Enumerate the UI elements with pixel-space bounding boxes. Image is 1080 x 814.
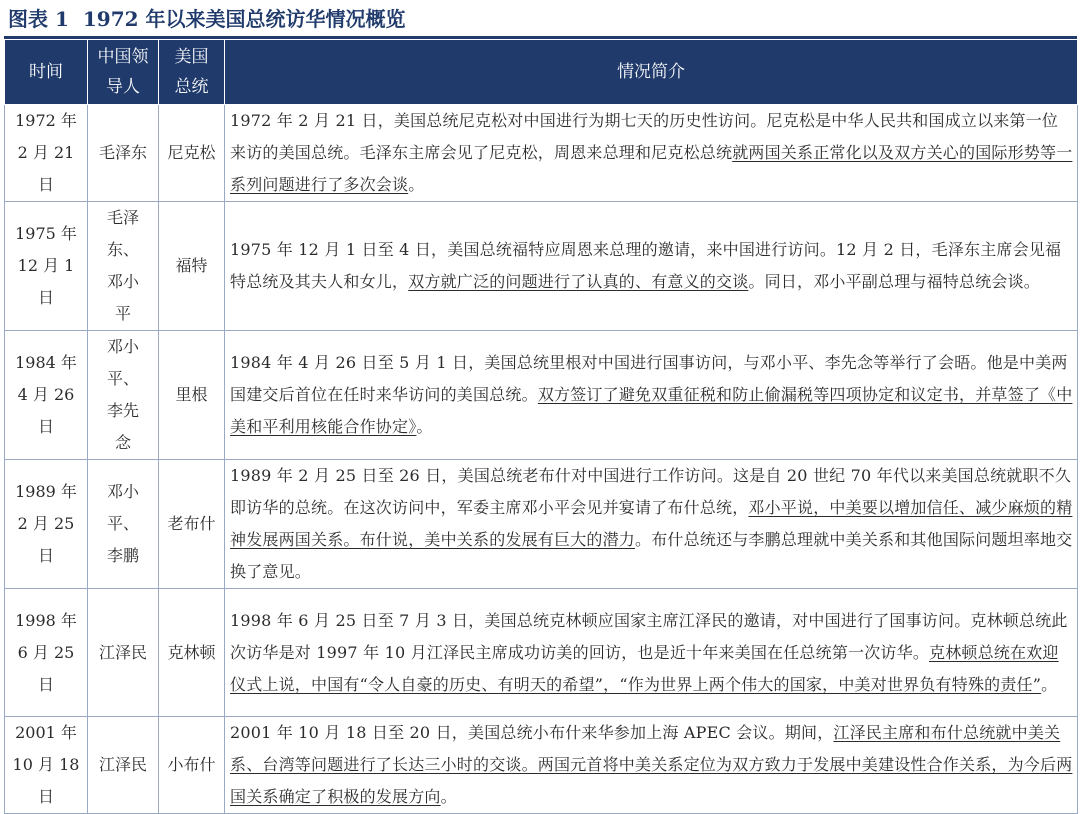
summary-cell: 1984 年 4 月 26 日至 5 月 1 日，美国总统里根对中国进行国事访问，与邓小平、李先念等举行了会晤。他是中美两国建交后首位在任时来华访问的美国总统。双方签订了避免双重征税和防止偷漏税等四项协定和议定书，并草签了《中美和平利用核能合作协定》。 bbox=[225, 331, 1078, 460]
caption-number: 图表 1 bbox=[8, 7, 69, 31]
president-cell: 克林顿 bbox=[159, 589, 225, 717]
leader-cell: 江泽民 bbox=[88, 589, 159, 717]
time-cell: 1998 年 6 月 25 日 bbox=[5, 589, 88, 717]
table-row bbox=[5, 105, 1078, 202]
summary-cell: 1975 年 12 月 1 日至 4 日，美国总统福特应周恩来总理的邀请，来中国进行访问。12 月 2 日，毛泽东主席会见福特总统及其夫人和女儿，双方就广泛的问题进行了认真的、有意义的交谈。同日，邓小平副总理与福特总统会谈。 bbox=[225, 202, 1078, 331]
highlight-text: 双方签订了避免双重征税和防止偷漏税等四项协定和议定书，并草签了《中美和平利用核能合作协定》 bbox=[230, 385, 1073, 436]
caption-title: 1972 年以来美国总统访华情况概览 bbox=[82, 7, 406, 31]
leader-cell: 江泽民 bbox=[88, 717, 159, 814]
table-row bbox=[5, 331, 1078, 460]
header-president: 美国总统 bbox=[159, 40, 225, 105]
president-cell: 小布什 bbox=[159, 717, 225, 814]
table-row bbox=[5, 717, 1078, 814]
summary-cell: 1989 年 2 月 25 日至 26 日，美国总统老布什对中国进行工作访问。这是自 20 世纪 70 年代以来美国总统就职不久即访华的总统。在这次访问中，军委主席邓小平会见并宴请了布什总统，邓小平说，中美要以增加信任、减少麻烦的精神发展两国关系。布什说，美中关系的发展有巨大的潜力。布什总统还与李鹏总理就中美关系和其他国际问题坦率地交换了意见。 bbox=[225, 460, 1078, 589]
president-cell: 尼克松 bbox=[159, 105, 225, 202]
table-caption bbox=[8, 4, 406, 34]
highlight-text: 江泽民主席和布什总统就中美关系、台湾等问题进行了长达三小时的交谈。两国元首将中美关系定位为双方致力于发展中美建设性合作关系，为今后两国关系确定了积极的发展方向 bbox=[230, 723, 1073, 806]
president-cell: 福特 bbox=[159, 202, 225, 331]
visits-table bbox=[4, 39, 1078, 814]
highlight-text: 邓小平说，中美要以增加信任、减少麻烦的精神发展两国关系。布什说，美中关系的发展有巨大的潜力 bbox=[230, 498, 1073, 549]
president-cell: 里根 bbox=[159, 331, 225, 460]
summary-cell: 1972 年 2 月 21 日，美国总统尼克松对中国进行为期七天的历史性访问。尼克松是中华人民共和国成立以来第一位来访的美国总统。毛泽东主席会见了尼克松，周恩来总理和尼克松总统就两国关系正常化以及双方关心的国际形势等一系列问题进行了多次会谈。 bbox=[225, 105, 1078, 202]
highlight-text: 就两国关系正常化以及双方关心的国际形势等一系列问题进行了多次会谈 bbox=[230, 143, 1073, 194]
president-cell: 老布什 bbox=[159, 460, 225, 589]
highlight-text: 双方就广泛的问题进行了认真的、有意义的交谈 bbox=[408, 272, 749, 291]
time-cell: 1972 年 2 月 21 日 bbox=[5, 105, 88, 202]
highlight-text: 克林顿总统在欢迎仪式上说，中国有“令人自豪的历史、有明天的希望”，“作为世界上两个伟大的国家，中美对世界负有特殊的责任” bbox=[230, 642, 1059, 694]
leader-cell: 邓小平、李鹏 bbox=[88, 460, 159, 589]
header-time: 时间 bbox=[5, 40, 88, 105]
header-row bbox=[5, 40, 1078, 105]
summary-cell: 1998 年 6 月 25 日至 7 月 3 日，美国总统克林顿应国家主席江泽民的邀请，对中国进行了国事访问。克林顿总统此次访华是对 1997 年 10 月江泽民主席成功访美的回访，也是近十年来美国在任总统第一次访华。克林顿总统在欢迎仪式上说，中国有“令人自豪的历史、有明天的希望”，“作为世界上两个伟大的国家，中美对世界负有特殊的责任”。 bbox=[225, 589, 1078, 717]
leader-cell: 毛泽东 bbox=[88, 105, 159, 202]
table-row bbox=[5, 460, 1078, 589]
summary-cell: 2001 年 10 月 18 日至 20 日，美国总统小布什来华参加上海 APEC 会议。期间，江泽民主席和布什总统就中美关系、台湾等问题进行了长达三小时的交谈。两国元首将中美关系定位为双方致力于发展中美建设性合作关系，为今后两国关系确定了积极的发展方向。 bbox=[225, 717, 1078, 814]
table-row bbox=[5, 589, 1078, 717]
header-leader: 中国领导人 bbox=[88, 40, 159, 105]
header-summary: 情况简介 bbox=[225, 40, 1078, 105]
table-row bbox=[5, 202, 1078, 331]
leader-cell: 邓小平、李先念 bbox=[88, 331, 159, 460]
time-cell: 2001 年 10 月 18 日 bbox=[5, 717, 88, 814]
time-cell: 1975 年 12 月 1 日 bbox=[5, 202, 88, 331]
leader-cell: 毛泽东、邓小平 bbox=[88, 202, 159, 331]
time-cell: 1984 年 4 月 26 日 bbox=[5, 331, 88, 460]
time-cell: 1989 年 2 月 25 日 bbox=[5, 460, 88, 589]
